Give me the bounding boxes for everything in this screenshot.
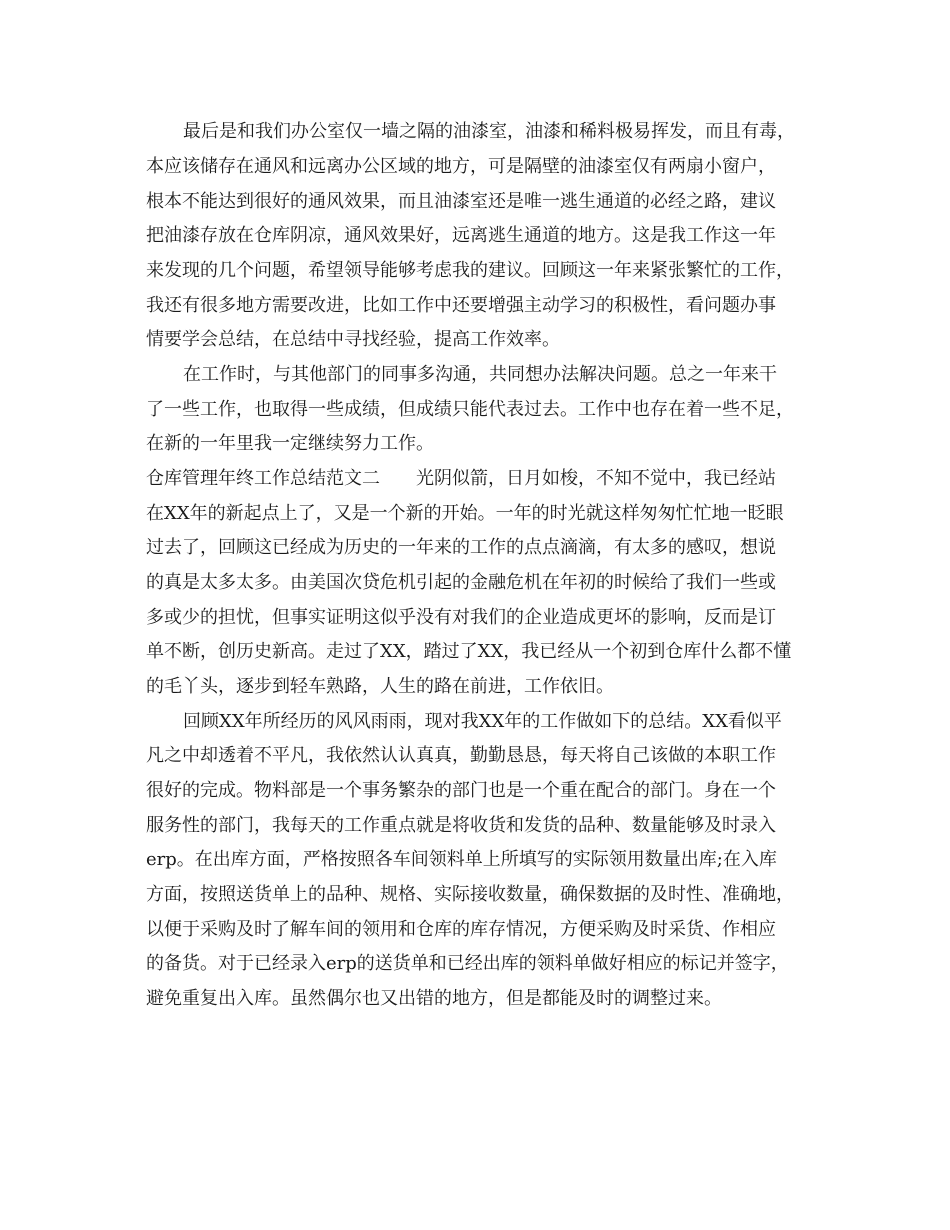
text-line: 回顾XX年所经历的风风雨雨，现对我XX年的工作做如下的总结。XX看似平 <box>183 711 782 732</box>
text-line: 多或少的担忧，但事实证明这似乎没有对我们的企业造成更坏的影响，反而是订 <box>146 607 776 628</box>
text-line: 来发现的几个问题，希望领导能够考虑我的建议。回顾这一年来紧张繁忙的工作， <box>146 260 794 281</box>
text-line: 的备货。对于已经录入erp的送货单和已经出库的领料单做好相应的标记并签字， <box>146 953 789 974</box>
text-line: 光阴似箭，日月如梭，不知不觉中，我已经站 <box>416 468 776 489</box>
text-line: 以便于采购及时了解车间的领用和仓库的库存情况，方便采购及时采货、作相应 <box>146 919 776 940</box>
text-line: 过去了，回顾这已经成为历史的一年来的工作的点点滴滴，有太多的感叹，想说 <box>146 537 776 558</box>
text-line: 情要学会总结，在总结中寻找经验，提高工作效率。 <box>146 329 560 350</box>
text-line: 的真是太多太多。由美国次贷危机引起的金融危机在年初的时候给了我们一些或 <box>146 572 776 593</box>
text-line: 避免重复出入库。虽然偶尔也又出错的地方，但是都能及时的调整过来。 <box>146 988 722 1009</box>
section-heading-line <box>146 462 806 496</box>
text-line: 本应该储存在通风和远离办公区域的地方，可是隔壁的油漆室仅有两扇小窗户， <box>146 156 776 177</box>
text-line: 在新的一年里我一定继续努力工作。 <box>146 433 434 454</box>
text-line: 最后是和我们办公室仅一墙之隔的油漆室，油漆和稀料极易挥发，而且有毒， <box>183 121 795 142</box>
text-line: 很好的完成。物料部是一个事务繁杂的部门也是一个重在配合的部门。身在一个 <box>146 780 776 801</box>
text-line: 把油漆存放在仓库阴凉，通风效果好，远离逃生通道的地方。这是我工作这一年 <box>146 225 776 246</box>
text-line: 服务性的部门，我每天的工作重点就是将收货和发货的品种、数量能够及时录入 <box>146 815 776 836</box>
text-line: 在工作时，与其他部门的同事多沟通，共同想办法解决问题。总之一年来干 <box>183 364 777 385</box>
text-line: 单不断，创历史新高。走过了XX，踏过了XX，我已经从一个初到仓库什么都不懂 <box>146 641 792 662</box>
text-line: 根本不能达到很好的通风效果，而且油漆室还是唯一逃生通道的必经之路，建议 <box>146 191 776 212</box>
section-title: 仓库管理年终工作总结范文二 <box>146 468 380 489</box>
text-line: 方面，按照送货单上的品种、规格、实际接收数量，确保数据的及时性、准确地， <box>146 884 794 905</box>
text-line: 在XX年的新起点上了，又是一个新的开始。一年的时光就这样匆匆忙忙地一眨眼 <box>146 503 784 524</box>
text-line: 的毛丫头，逐步到轻车熟路，人生的路在前进，工作依旧。 <box>146 676 614 697</box>
text-line: erp。在出库方面，严格按照各车间领料单上所填写的实际领用数量出库;在入库 <box>146 849 777 870</box>
text-line: 了一些工作，也取得一些成绩，但成绩只能代表过去。工作中也存在着一些不足， <box>146 399 794 420</box>
text-line: 凡之中却透着不平凡，我依然认认真真，勤勤恳恳，每天将自己该做的本职工作 <box>146 745 776 766</box>
text-line: 我还有很多地方需要改进，比如工作中还要增强主动学习的积极性，看问题办事 <box>146 295 776 316</box>
